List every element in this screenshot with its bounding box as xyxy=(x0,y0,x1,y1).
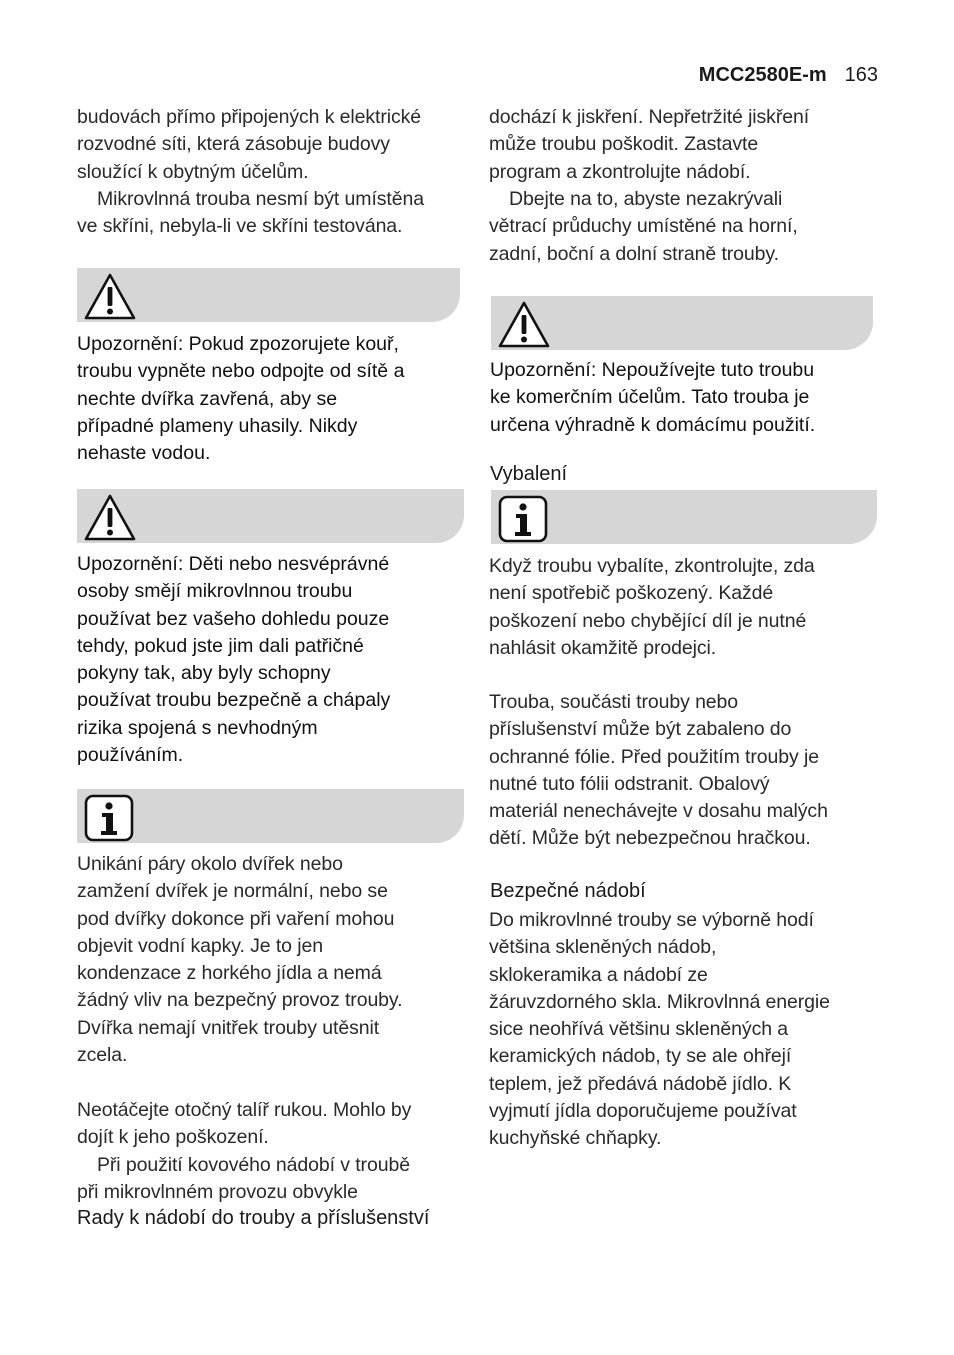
right-paragraph-4: Do mikrovlnné trouby se výborně hodí většina skleněných nádob, sklokeramika a nádobí ze žáruvzdorného skla. Mikrovlnná energie sice neohřívá většinu skleněných a keramických nádob, ty se ale ohřejí teplem, jež předává nádobě jídlo. K vyjmutí jídla doporučujeme používat kuchyňské chňapky. xyxy=(489,909,830,1150)
warning-banner-3 xyxy=(491,296,873,350)
heading-vybaleni: Vybalení xyxy=(490,463,568,485)
warning-text-2: Upozornění: Děti nebo nesvéprávné osoby smějí mikrovlnnou troubu používat bez vašeho dohledu pouze tehdy, pokud jste jim dali patřičné pokyny tak, aby byly schopny používat troubu bezpečně a chápaly rizika spojená s nevhodným používáním. xyxy=(77,553,391,767)
info-banner-2 xyxy=(491,490,877,544)
left-paragraph-4: Při použití kovového nádobí v troubě při mikrovlnném provozu obvykle xyxy=(77,1154,410,1204)
left-paragraph-3: Neotáčejte otočný talíř rukou. Mohlo by dojít k jeho poškození. xyxy=(77,1099,412,1149)
right-paragraph-3: Trouba, součásti trouby nebo příslušenství může být zabaleno do ochranné fólie. Před použitím trouby je nutné tuto fólii odstranit. Obalový materiál nenechávejte v dosahu malých dětí. Může být nebezpečnou hračkou. xyxy=(489,691,828,850)
warning-triangle-icon xyxy=(497,300,551,350)
info-banner-1 xyxy=(77,789,464,843)
right-paragraph-2: Dbejte na to, abyste nezakrývali větrací průduchy umístěné na horní, zadní, boční a dolní straně trouby. xyxy=(489,188,798,265)
warning-triangle-icon xyxy=(83,272,137,322)
right-paragraph-1: dochází k jiskření. Nepřetržité jiskření může troubu poškodit. Zastavte program a zkontrolujte nádobí. xyxy=(489,106,810,183)
model-number: MCC2580E-m xyxy=(698,64,827,86)
info-text-1: Unikání páry okolo dvířek nebo zamžení dvířek je normální, nebo se pod dvířky dokonce při vaření mohou objevit vodní kapky. Je to jen kondenzace z horkého jídla a nemá žádný vliv na bezpečný provoz trouby. Dvířka nemají vnitřek trouby utěsnit zcela. xyxy=(77,853,403,1067)
page-number: 163 xyxy=(844,64,878,86)
info-text-2: Když troubu vybalíte, zkontrolujte, zda není spotřebič poškozený. Každé poškození nebo chybějící díl je nutné nahlásit okamžitě prodejci. xyxy=(489,555,815,659)
info-icon xyxy=(83,793,137,843)
left-paragraph-2: Mikrovlnná trouba nesmí být umístěna ve skříni, nebyla-li ve skříni testována. xyxy=(77,188,424,238)
warning-triangle-icon xyxy=(83,493,137,543)
info-icon xyxy=(497,494,551,544)
warning-banner-2 xyxy=(77,489,464,543)
section-heading: Rady k nádobí do trouby a příslušenství xyxy=(77,1207,430,1229)
warning-text-1: Upozornění: Pokud zpozorujete kouř, troubu vypněte nebo odpojte od sítě a nechte dvířka zavřená, aby se případné plameny uhasily. Nikdy nehaste vodou. xyxy=(77,333,405,465)
warning-banner-1 xyxy=(77,268,460,322)
left-paragraph-1: budovách přímo připojených k elektrické rozvodné síti, která zásobuje budovy sloužící k obytným účelům. xyxy=(77,106,422,183)
heading-bezpecne-nadobi: Bezpečné nádobí xyxy=(490,880,646,902)
warning-text-3: Upozornění: Nepoužívejte tuto troubu ke komerčním účelům. Tato trouba je určena výhradně k domácímu použití. xyxy=(490,359,816,436)
page-header xyxy=(699,64,878,87)
